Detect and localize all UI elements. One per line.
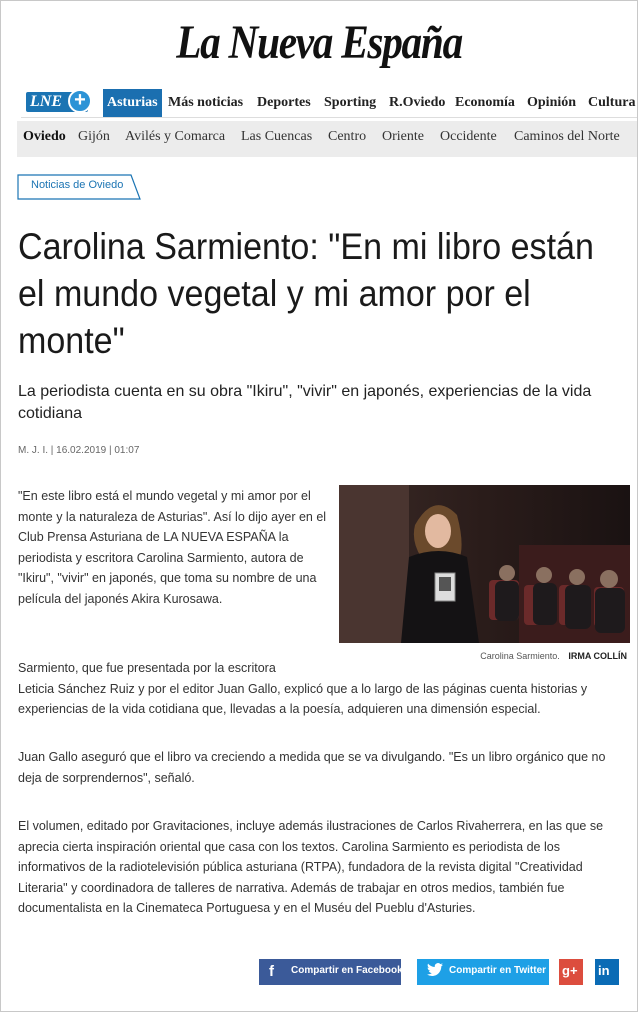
article-paragraph-3: Juan Gallo aseguró que el libro va creciendo a medida que se va divulgando. "Es un libro orgánico que no deja de sorprendernos", señaló. (18, 750, 606, 785)
share-twitter-button[interactable] (417, 959, 549, 985)
lne-logo-text: LNE (30, 93, 62, 110)
article-byline: M. J. I. | 16.02.2019 | 01:07 (18, 445, 140, 456)
article-paragraph-4: El volumen, editado por Gravitaciones, incluye además ilustraciones de Carlos Rivaherrera, en las que se aprecia cierta inspiración oriental que casa con los textos. Carolina Sarmiento es periodista de los informativos de la radiotelevisión pública asturiana (RTPA), fundadora de la revista digital "Creatividad Literaria" y coordinadora de talleres de narrativa. Además de trabajar en otros medios, también fue documentalista en la Cinemateca Portuguesa y en el Muséu del Pueblu d'Asturies. (18, 819, 604, 915)
twitter-icon (427, 963, 443, 981)
plus-icon: + (68, 89, 92, 113)
share-twitter-label: Compartir en Twitter (449, 965, 547, 976)
facebook-icon: f (269, 963, 274, 980)
subnav-item-aviles[interactable]: Avilés y Comarca (125, 129, 226, 144)
article-photo[interactable] (339, 485, 630, 643)
section-tag[interactable] (17, 174, 139, 198)
nav-item-asturias[interactable]: Asturias (103, 89, 162, 117)
subnav-item-centro[interactable]: Centro (328, 129, 367, 144)
google-plus-icon: g+ (562, 963, 578, 978)
article-paragraph-2 (18, 658, 630, 720)
primary-nav (21, 89, 638, 118)
subnav-item-caminos[interactable]: Caminos del Norte (514, 129, 620, 144)
article-paragraph-2-lead: Sarmiento, que fue presentada por la escritora (18, 661, 276, 675)
subnav-item-cuencas[interactable]: Las Cuencas (241, 129, 313, 144)
nav-item-roviedo[interactable]: R.Oviedo (389, 95, 446, 110)
share-facebook-button[interactable] (259, 959, 401, 985)
article-subtitle: La periodista cuenta en su obra "Ikiru", "vivir" en japonés, experiencias de la vida cotidiana (18, 383, 592, 422)
article-paragraph-2-rest: Leticia Sánchez Ruiz y por el editor Juan Gallo, explicó que a lo largo de las páginas cuenta historias y experiencias de la vida cotidiana que, llevadas a la poesía, adquieren una dimensión especial. (18, 681, 588, 716)
nav-item-mas-noticias[interactable]: Más noticias (168, 95, 244, 110)
nav-item-opinion[interactable]: Opinión (527, 95, 577, 110)
masthead[interactable] (1, 15, 637, 70)
masthead-logo[interactable]: La Nueva España (176, 16, 462, 69)
nav-item-sporting[interactable]: Sporting (324, 95, 377, 110)
subnav-item-oriente[interactable]: Oriente (382, 129, 424, 144)
article-paragraph-1: "En este libro está el mundo vegetal y mi amor por el monte y la naturaleza de Asturias". Así lo dijo ayer en el Club Prensa Asturiana de LA NUEVA ESPAÑA la periodista y escritora Carolina Sarmiento, autora de "Ikiru", "vivir" en japonés, que toma su nombre de una película del japonés Akira Kurosawa. (18, 489, 327, 606)
subnav-item-gijon[interactable]: Gijón (78, 129, 110, 144)
article-headline: Carolina Sarmiento: "En mi libro están el mundo vegetal y mi amor por el monte" (18, 226, 594, 361)
photo-credit: IRMA COLLÍN (568, 651, 627, 661)
subnav-item-occidente[interactable]: Occidente (440, 129, 497, 144)
nav-item-economia[interactable]: Economía (455, 95, 515, 110)
photo-illustration (339, 485, 630, 643)
linkedin-icon: in (598, 963, 610, 978)
share-google-plus-button[interactable] (559, 959, 583, 985)
secondary-nav (17, 121, 638, 157)
subnav-item-oviedo[interactable]: Oviedo (23, 129, 66, 144)
nav-item-cultura[interactable]: Cultura (588, 95, 636, 110)
photo-caption-text: Carolina Sarmiento. (480, 651, 560, 661)
nav-item-deportes[interactable]: Deportes (257, 95, 311, 110)
share-linkedin-button[interactable] (595, 959, 619, 985)
lne-plus-logo[interactable] (26, 89, 88, 112)
section-tag-label: Noticias de Oviedo (31, 179, 124, 191)
share-facebook-label: Compartir en Facebook (291, 965, 403, 976)
